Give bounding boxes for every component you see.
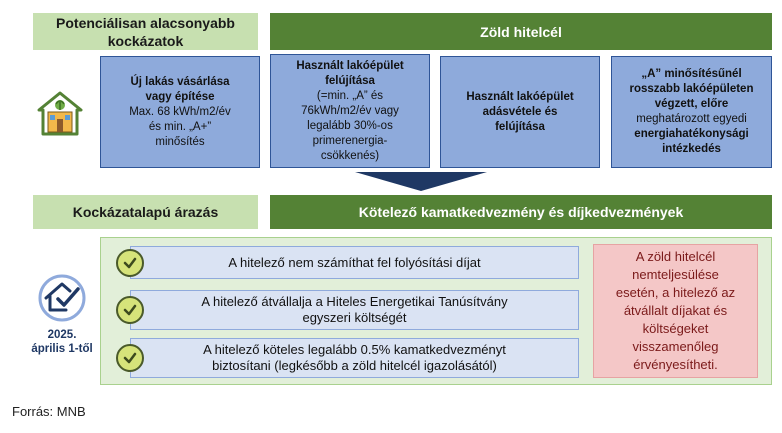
card-energy-line xyxy=(655,97,729,112)
checkmark-icon xyxy=(116,344,144,372)
benefit-row-no-disbursement-fee xyxy=(130,246,579,279)
card-renovation-line: 76kWh/m2/év vagy xyxy=(301,104,399,117)
card-purchase-line: adásvétele és xyxy=(482,105,558,118)
benefit-text: A hitelező nem számíthat fel folyósítási díjat xyxy=(228,254,481,270)
warning-line: visszamenőleg xyxy=(632,339,719,354)
effective-date-day: április 1-től xyxy=(31,343,93,355)
card-new-home xyxy=(100,56,260,168)
card-energy-line: rosszabb lakóépületen xyxy=(629,83,754,95)
card-new-home-line: Max. 68 kWh/m2/év xyxy=(129,105,231,118)
header-risk-pricing xyxy=(33,195,258,229)
card-energy-line: intézkedés xyxy=(662,143,721,155)
card-renovation-line: (=min. „A” és xyxy=(316,89,384,102)
card-new-home-line: vagy építése xyxy=(145,90,215,103)
header-risk-pricing-label: Kockázatalapú árazás xyxy=(72,204,219,220)
card-new-home-line: Új lakás vásárlása xyxy=(130,75,230,88)
card-purchase-line: Használt lakóépület xyxy=(466,90,574,103)
card-renovation-line: legalább 30%-os xyxy=(307,119,393,132)
effective-date-year: 2025. xyxy=(47,329,77,341)
card-renovation-line: Használt lakóépület xyxy=(296,59,404,72)
card-renovation-line: primerenergia- xyxy=(312,134,388,147)
card-energy-line-normal: meghatározott egyedi xyxy=(636,113,747,125)
checkmark-icon xyxy=(116,249,144,277)
source-note: Forrás: MNB xyxy=(12,404,86,419)
card-new-home-line: és min. „A+” xyxy=(148,120,212,133)
header-lower-risk-line2: kockázatok xyxy=(107,32,184,49)
header-lower-risk-line1: Potenciálisan alacsonyabb xyxy=(56,14,235,31)
card-energy-measure xyxy=(611,56,772,168)
header-green-loan-goal-label: Zöld hitelcél xyxy=(480,23,562,40)
card-purchase-renovation xyxy=(440,56,600,168)
checkmark-icon xyxy=(116,296,144,324)
card-purchase-line: felújítása xyxy=(495,120,545,133)
benefit-text: egyszeri költségét xyxy=(302,310,407,325)
warning-line: költségeket xyxy=(642,321,709,336)
card-energy-line xyxy=(636,112,747,127)
green-house-icon xyxy=(35,90,85,138)
card-energy-line-bold: végzett, előre xyxy=(654,98,729,110)
card-renovation-line: csökkenés) xyxy=(320,149,380,162)
header-mandatory-discounts xyxy=(270,195,772,229)
benefit-text: A hitelező átvállalja a Hiteles Energetikai Tanúsítvány xyxy=(201,294,508,309)
benefit-row-interest-discount xyxy=(130,338,579,378)
warning-line: érvényesítheti. xyxy=(633,357,718,372)
header-green-loan-goal xyxy=(270,13,772,50)
header-lower-risk xyxy=(33,13,258,50)
effective-date-label xyxy=(12,328,112,356)
house-checkmark-icon xyxy=(36,272,88,322)
warning-line: esetén, a hitelező az xyxy=(615,285,736,300)
card-new-home-line: minősítés xyxy=(155,135,205,148)
benefit-text: biztosítani (legkésőbb a zöld hitelcél igazolásától) xyxy=(212,358,497,373)
benefit-row-certificate-cost xyxy=(130,290,579,330)
card-renovation xyxy=(270,54,430,168)
warning-line: átvállalt díjakat és xyxy=(623,303,728,318)
benefit-text: A hitelező köteles legalább 0.5% kamatkedvezményt xyxy=(203,342,506,357)
warning-box xyxy=(593,244,758,378)
warning-line: A zöld hitelcél xyxy=(635,249,716,264)
down-arrow-icon xyxy=(355,170,487,192)
card-energy-line: „A” minősítésűnél xyxy=(641,68,742,80)
card-renovation-line: felújítása xyxy=(325,74,375,87)
header-mandatory-discounts-label: Kötelező kamatkedvezmény és díjkedvezmények xyxy=(358,204,684,220)
warning-line: nemteljesülése xyxy=(632,267,719,282)
card-energy-line: energiahatékonysági xyxy=(634,128,749,140)
